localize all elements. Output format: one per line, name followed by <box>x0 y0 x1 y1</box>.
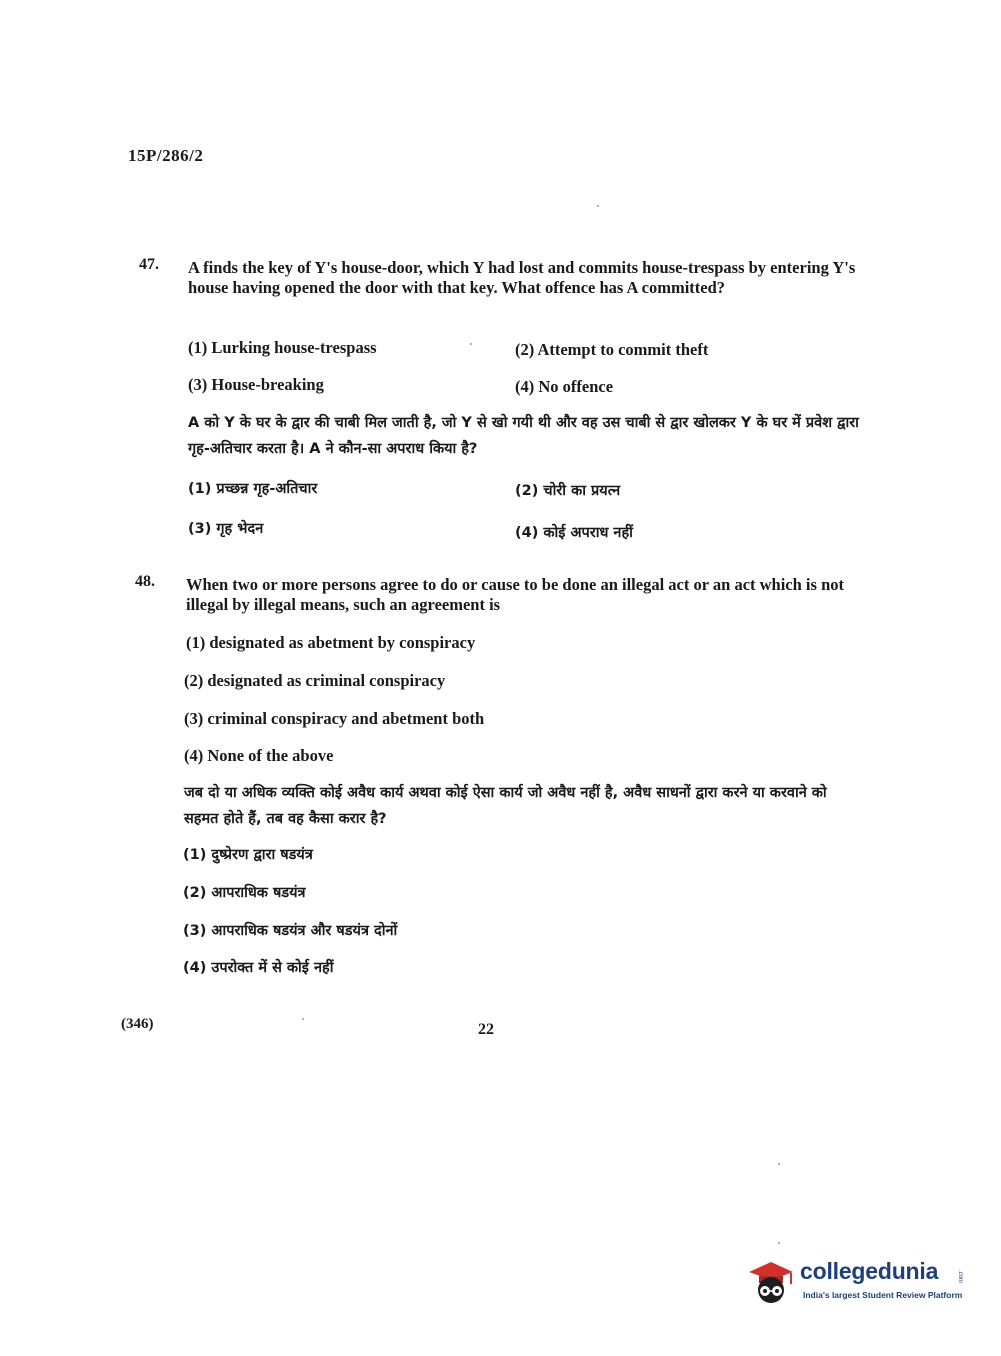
collegedunia-logo <box>745 1252 965 1314</box>
q48-option-4-hi: (4) उपरोक्त में से कोई नहीं <box>183 960 334 976</box>
q47-option-3-hi: (3) गृह भेदन <box>188 521 264 537</box>
q48-option-2-en: (2) designated as criminal conspiracy <box>184 671 446 690</box>
q48-option-2-hi: (2) आपराधिक षडयंत्र <box>183 885 306 901</box>
booklet-code: (346) <box>121 1016 154 1032</box>
page-number: 22 <box>478 1021 494 1038</box>
q47-option-2-hi: (2) चोरी का प्रयत्न <box>515 483 621 499</box>
q47-option-1-en: (1) Lurking house-trespass <box>188 338 377 357</box>
question-48-text-hi: जब दो या अधिक व्यक्ति कोई अवैध कार्य अथवा कोई ऐसा कार्य जो अवैध नहीं है, अवैध साधनों द्वारा करने या करवाने को सहमत होते हैं, तब वह कैसा करार है? <box>184 785 827 827</box>
q48-option-3-hi: (3) आपराधिक षडयंत्र और षडयंत्र दोनों <box>183 923 398 939</box>
question-48-text-en: When two or more persons agree to do or cause to be done an illegal act or an act which is not illegal by illegal means, such an agreement is <box>186 575 844 614</box>
q47-option-2-en: (2) Attempt to commit theft <box>515 340 709 359</box>
logo-domain: .com <box>957 1270 963 1284</box>
question-48-number: 48. <box>135 573 155 590</box>
question-47-text-hi: A को Y के घर के द्वार की चाबी मिल जाती है, जो Y से खो गयी थी और वह उस चाबी से द्वार खोलकर Y के घर में प्रवेश द्वारा गृह-अतिचार करता है। A ने कौन-सा अपराध किया है? <box>188 415 859 457</box>
student-mascot-icon <box>745 1252 801 1308</box>
q48-option-3-en: (3) criminal conspiracy and abetment both <box>184 709 485 728</box>
logo-wordmark: collegedunia <box>800 1258 939 1284</box>
logo-tagline: India's largest Student Review Platform <box>803 1290 963 1300</box>
q48-option-4-en: (4) None of the above <box>184 746 334 765</box>
scan-speck <box>597 205 599 207</box>
scan-speck <box>778 1163 780 1165</box>
question-47-text-en: A finds the key of Y's house-door, which Y had lost and commits house-trespass by entering Y's house having opened the door with that key. What offence has A committed? <box>188 258 856 297</box>
scan-speck <box>470 343 472 345</box>
q48-option-1-en: (1) designated as abetment by conspiracy <box>186 633 476 652</box>
q47-option-3-en: (3) House-breaking <box>188 375 324 394</box>
q47-option-4-en: (4) No offence <box>515 377 614 396</box>
q47-option-4-hi: (4) कोई अपराध नहीं <box>515 525 633 541</box>
scan-speck <box>778 1242 780 1244</box>
paper-code: 15P/286/2 <box>128 146 204 165</box>
question-47-number: 47. <box>139 256 159 273</box>
q47-option-1-hi: (1) प्रच्छन्न गृह-अतिचार <box>188 481 318 497</box>
q48-option-1-hi: (1) दुष्प्रेरण द्वारा षडयंत्र <box>183 847 313 863</box>
scan-speck <box>302 1018 304 1020</box>
